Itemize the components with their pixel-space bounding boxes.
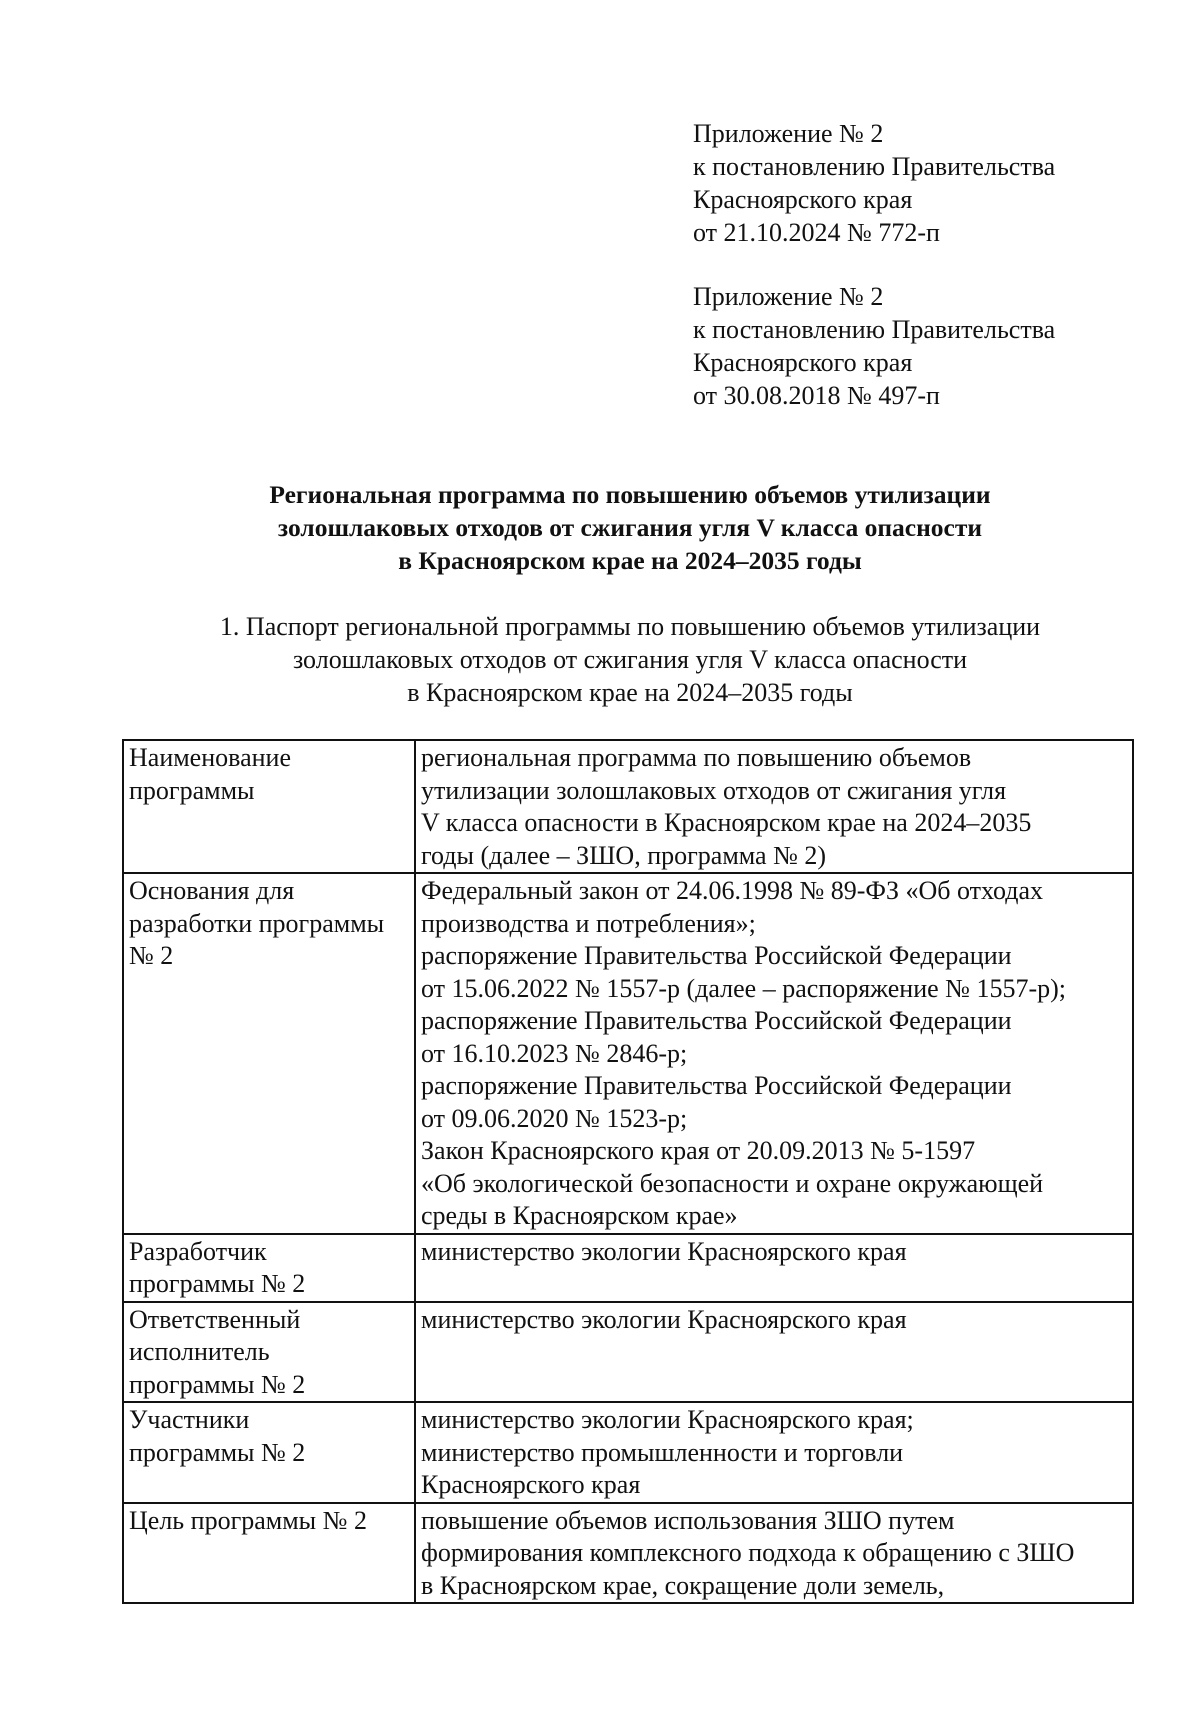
table-row	[123, 873, 1133, 1234]
title-line: Региональная программа по повышению объемов утилизации	[269, 480, 991, 509]
row-value-cell	[415, 1402, 1133, 1503]
table-row	[123, 1402, 1133, 1503]
row-value-line: в Красноярском крае, сокращение доли земель,	[421, 1570, 945, 1600]
appendix-line: Красноярского края	[693, 348, 913, 377]
row-label-line: Ответственный	[129, 1304, 301, 1334]
row-label-line: Участники	[129, 1405, 250, 1434]
row-value-line: министерство промышленности и торговли	[421, 1437, 904, 1467]
row-value-line: среды в Красноярском крае»	[421, 1201, 738, 1230]
row-label-line: программы № 2	[129, 1269, 306, 1298]
document-title	[130, 478, 1130, 577]
row-label-line: программы	[129, 775, 255, 805]
row-label-cell	[123, 1302, 415, 1403]
appendix-line: Приложение № 2	[693, 282, 884, 311]
row-value-line: министерство экологии Красноярского края	[421, 1236, 907, 1266]
row-value-line: региональная программа по повышению объемов	[421, 743, 972, 772]
row-value-line: министерство экологии Красноярского края	[421, 1304, 907, 1334]
appendix-line: к постановлению Правительства	[693, 315, 1056, 344]
row-value-cell	[415, 1234, 1133, 1302]
appendix-line: Приложение № 2	[693, 119, 884, 148]
row-label-cell	[123, 1503, 415, 1604]
row-value-line: «Об экологической безопасности и охране окружающей	[421, 1168, 1044, 1198]
row-value-line: формирования комплексного подхода к обращению с ЗШО	[421, 1538, 1075, 1567]
row-label-cell	[123, 1402, 415, 1503]
table-row	[123, 1503, 1133, 1604]
appendix-line: от 30.08.2018 № 497-п	[693, 381, 940, 410]
row-value-cell	[415, 1503, 1133, 1604]
row-label-cell	[123, 740, 415, 873]
row-value-line: производства и потребления»;	[421, 908, 756, 938]
row-value-line: распоряжение Правительства Российской Федерации	[421, 941, 1012, 970]
table-row	[123, 740, 1133, 873]
row-value-line: Федеральный закон от 24.06.1998 № 89-ФЗ «Об отходах	[421, 876, 1044, 905]
row-label-line: Цель программы № 2	[129, 1505, 367, 1535]
row-value-cell	[415, 873, 1133, 1234]
row-label-cell	[123, 873, 415, 1234]
row-value-cell	[415, 1302, 1133, 1403]
section-heading	[130, 610, 1130, 709]
row-value-line: распоряжение Правительства Российской Федерации	[421, 1071, 1012, 1100]
row-value-line: от 15.06.2022 № 1557-р (далее – распоряжение № 1557-р);	[421, 973, 1067, 1003]
row-value-line: Закон Красноярского края от 20.09.2013 № 5-1597	[421, 1136, 976, 1165]
title-line: золошлаковых отходов от сжигания угля V класса опасности	[277, 513, 983, 542]
row-value-line: Красноярского края	[421, 1470, 641, 1499]
passport-table	[122, 739, 1134, 1604]
appendix-line: Красноярского края	[693, 185, 913, 214]
row-value-line: годы (далее – ЗШО, программа № 2)	[421, 840, 827, 870]
appendix-line: к постановлению Правительства	[693, 152, 1056, 181]
section-heading-line: 1. Паспорт региональной программы по повышению объемов утилизации	[219, 612, 1041, 641]
row-value-line: утилизации золошлаковых отходов от сжигания угля	[421, 775, 1007, 805]
row-label-line: программы № 2	[129, 1369, 306, 1399]
row-label-line: Основания для	[129, 876, 295, 905]
section-heading-line: в Красноярском крае на 2024–2035 годы	[407, 678, 853, 707]
row-value-line: министерство экологии Красноярского края;	[421, 1405, 914, 1434]
row-value-line: от 16.10.2023 № 2846-р;	[421, 1038, 688, 1068]
section-heading-line: золошлаковых отходов от сжигания угля V класса опасности	[292, 645, 968, 674]
row-value-line: распоряжение Правительства Российской Федерации	[421, 1006, 1012, 1035]
row-label-line: разработки программы	[129, 908, 385, 938]
table-row	[123, 1234, 1133, 1302]
row-label-line: № 2	[129, 941, 174, 970]
row-label-line: Разработчик	[129, 1236, 267, 1266]
appendix-line: от 21.10.2024 № 772-п	[693, 218, 940, 247]
row-value-line: повышение объемов использования ЗШО путем	[421, 1505, 955, 1535]
row-label-line: исполнитель	[129, 1337, 270, 1366]
row-value-cell	[415, 740, 1133, 873]
row-label-line: программы № 2	[129, 1437, 306, 1467]
title-line: в Красноярском крае на 2024–2035 годы	[398, 546, 862, 575]
row-label-cell	[123, 1234, 415, 1302]
row-label-line: Наименование	[129, 743, 291, 772]
appendix-note-original	[693, 280, 1153, 412]
table-row	[123, 1302, 1133, 1403]
row-value-line: от 09.06.2020 № 1523-р;	[421, 1103, 688, 1133]
appendix-note-current	[693, 117, 1153, 249]
row-value-line: V класса опасности в Красноярском крае на 2024–2035	[421, 808, 1032, 837]
